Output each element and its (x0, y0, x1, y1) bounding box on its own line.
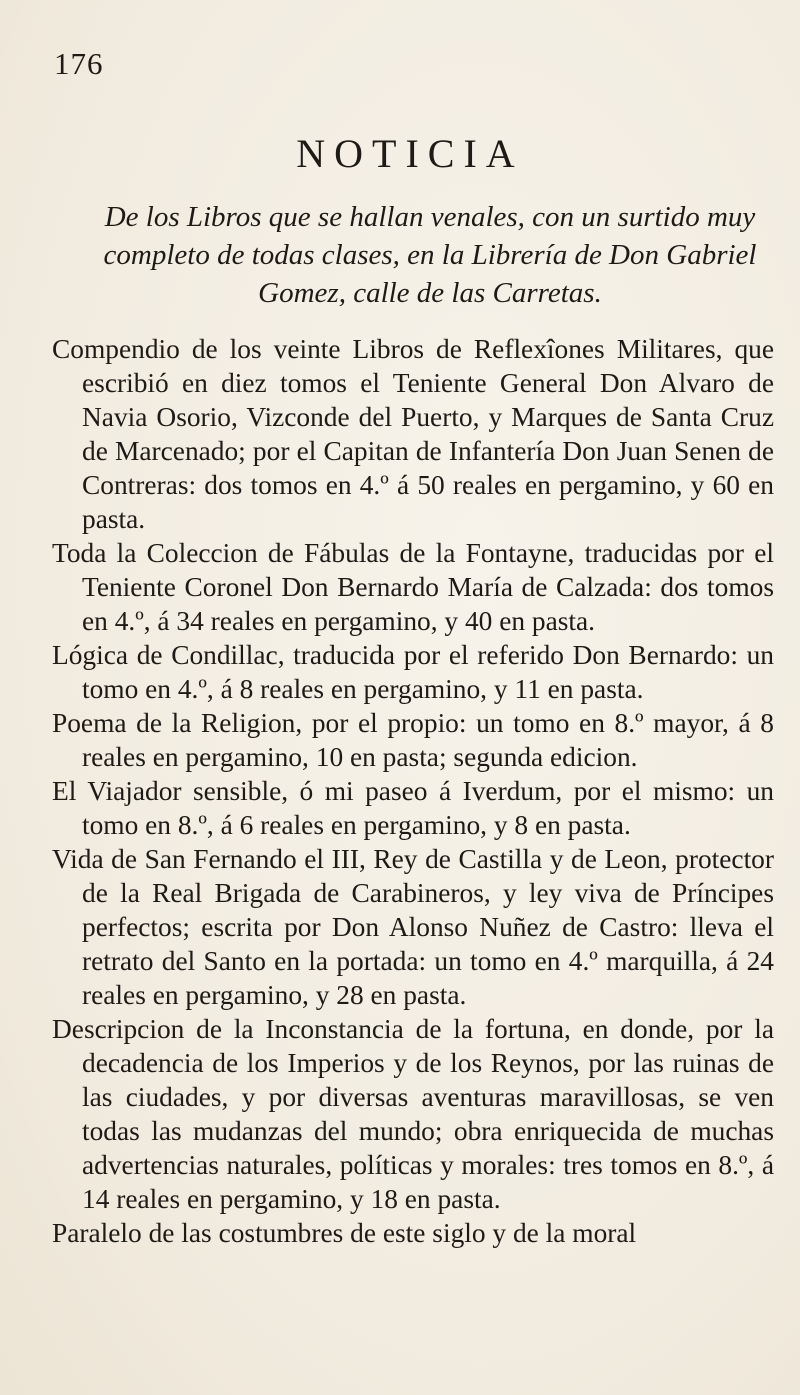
book-list (52, 332, 774, 1250)
book-entry-5: El Viajador sensible, ó mi paseo á Iverdum, por el mismo: un tomo en 8.º, á 6 reales en pergamino, y 8 en pasta. (52, 776, 774, 840)
book-entry-6: Vida de San Fernando el III, Rey de Castilla y de Leon, protector de la Real Brigada de Carabineros, y ley viva de Príncipes perfectos; escrita por Don Alonso Nuñez de Castro: lleva el retrato del Santo en la portada: un tomo en 4.º marquilla, á 24 reales en pergamino, y 28 en pasta. (52, 844, 774, 1010)
book-entry-8: Paralelo de las costumbres de este siglo y de la moral (52, 1218, 637, 1248)
book-entry-7: Descripcion de la Inconstancia de la fortuna, en donde, por la decadencia de los Imperios y de los Reynos, por las ruinas de las ciudades, y por diversas aventuras maravillosas, se ven todas las mudanzas del mundo; obra enriquecida de muchas advertencias naturales, políticas y morales: tres tomos en 8.º, á 14 reales en pergamino, y 18 en pasta. (52, 1014, 774, 1214)
book-entry-2: Toda la Coleccion de Fábulas de la Fontayne, traducidas por el Teniente Coronel Don Bernardo María de Calzada: dos tomos en 4.º, á 34 reales en pergamino, y 40 en pasta. (52, 538, 774, 636)
book-entry-1: Compendio de los veinte Libros de Reflexîones Militares, que escribió en diez tomos el Teniente General Don Alvaro de Navia Osorio, Vizconde del Puerto, y Marques de Santa Cruz de Marcenado; por el Capitan de Infantería Don Juan Senen de Contreras: dos tomos en 4.º á 50 reales en pergamino, y 60 en pasta. (52, 334, 774, 534)
book-entry-3: Lógica de Condillac, traducida por el referido Don Bernardo: un tomo en 4.º, á 8 reales en pergamino, y 11 en pasta. (52, 640, 774, 704)
page-number: 176 (54, 46, 104, 81)
page-subheading: De los Libros que se hallan venales, con un surtido muy completo de todas clases, en la Librería de Don Gabriel Gomez, calle de las Carretas. (103, 201, 757, 309)
page-heading: NOTICIA (296, 131, 524, 176)
book-entry-4: Poema de la Religion, por el propio: un tomo en 8.º mayor, á 8 reales en pergamino, 10 en pasta; segunda edicion. (52, 708, 774, 772)
